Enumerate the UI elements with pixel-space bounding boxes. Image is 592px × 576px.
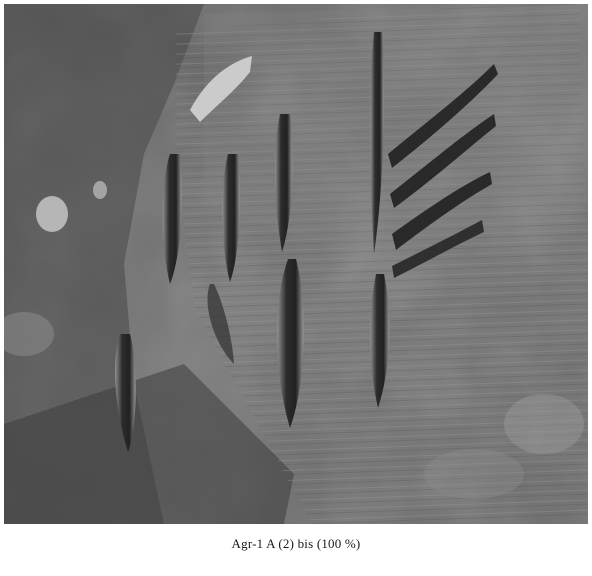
figure-caption: Agr-1 A (2) bis (100 %): [231, 536, 361, 551]
incised-stone-photograph: [4, 4, 588, 524]
